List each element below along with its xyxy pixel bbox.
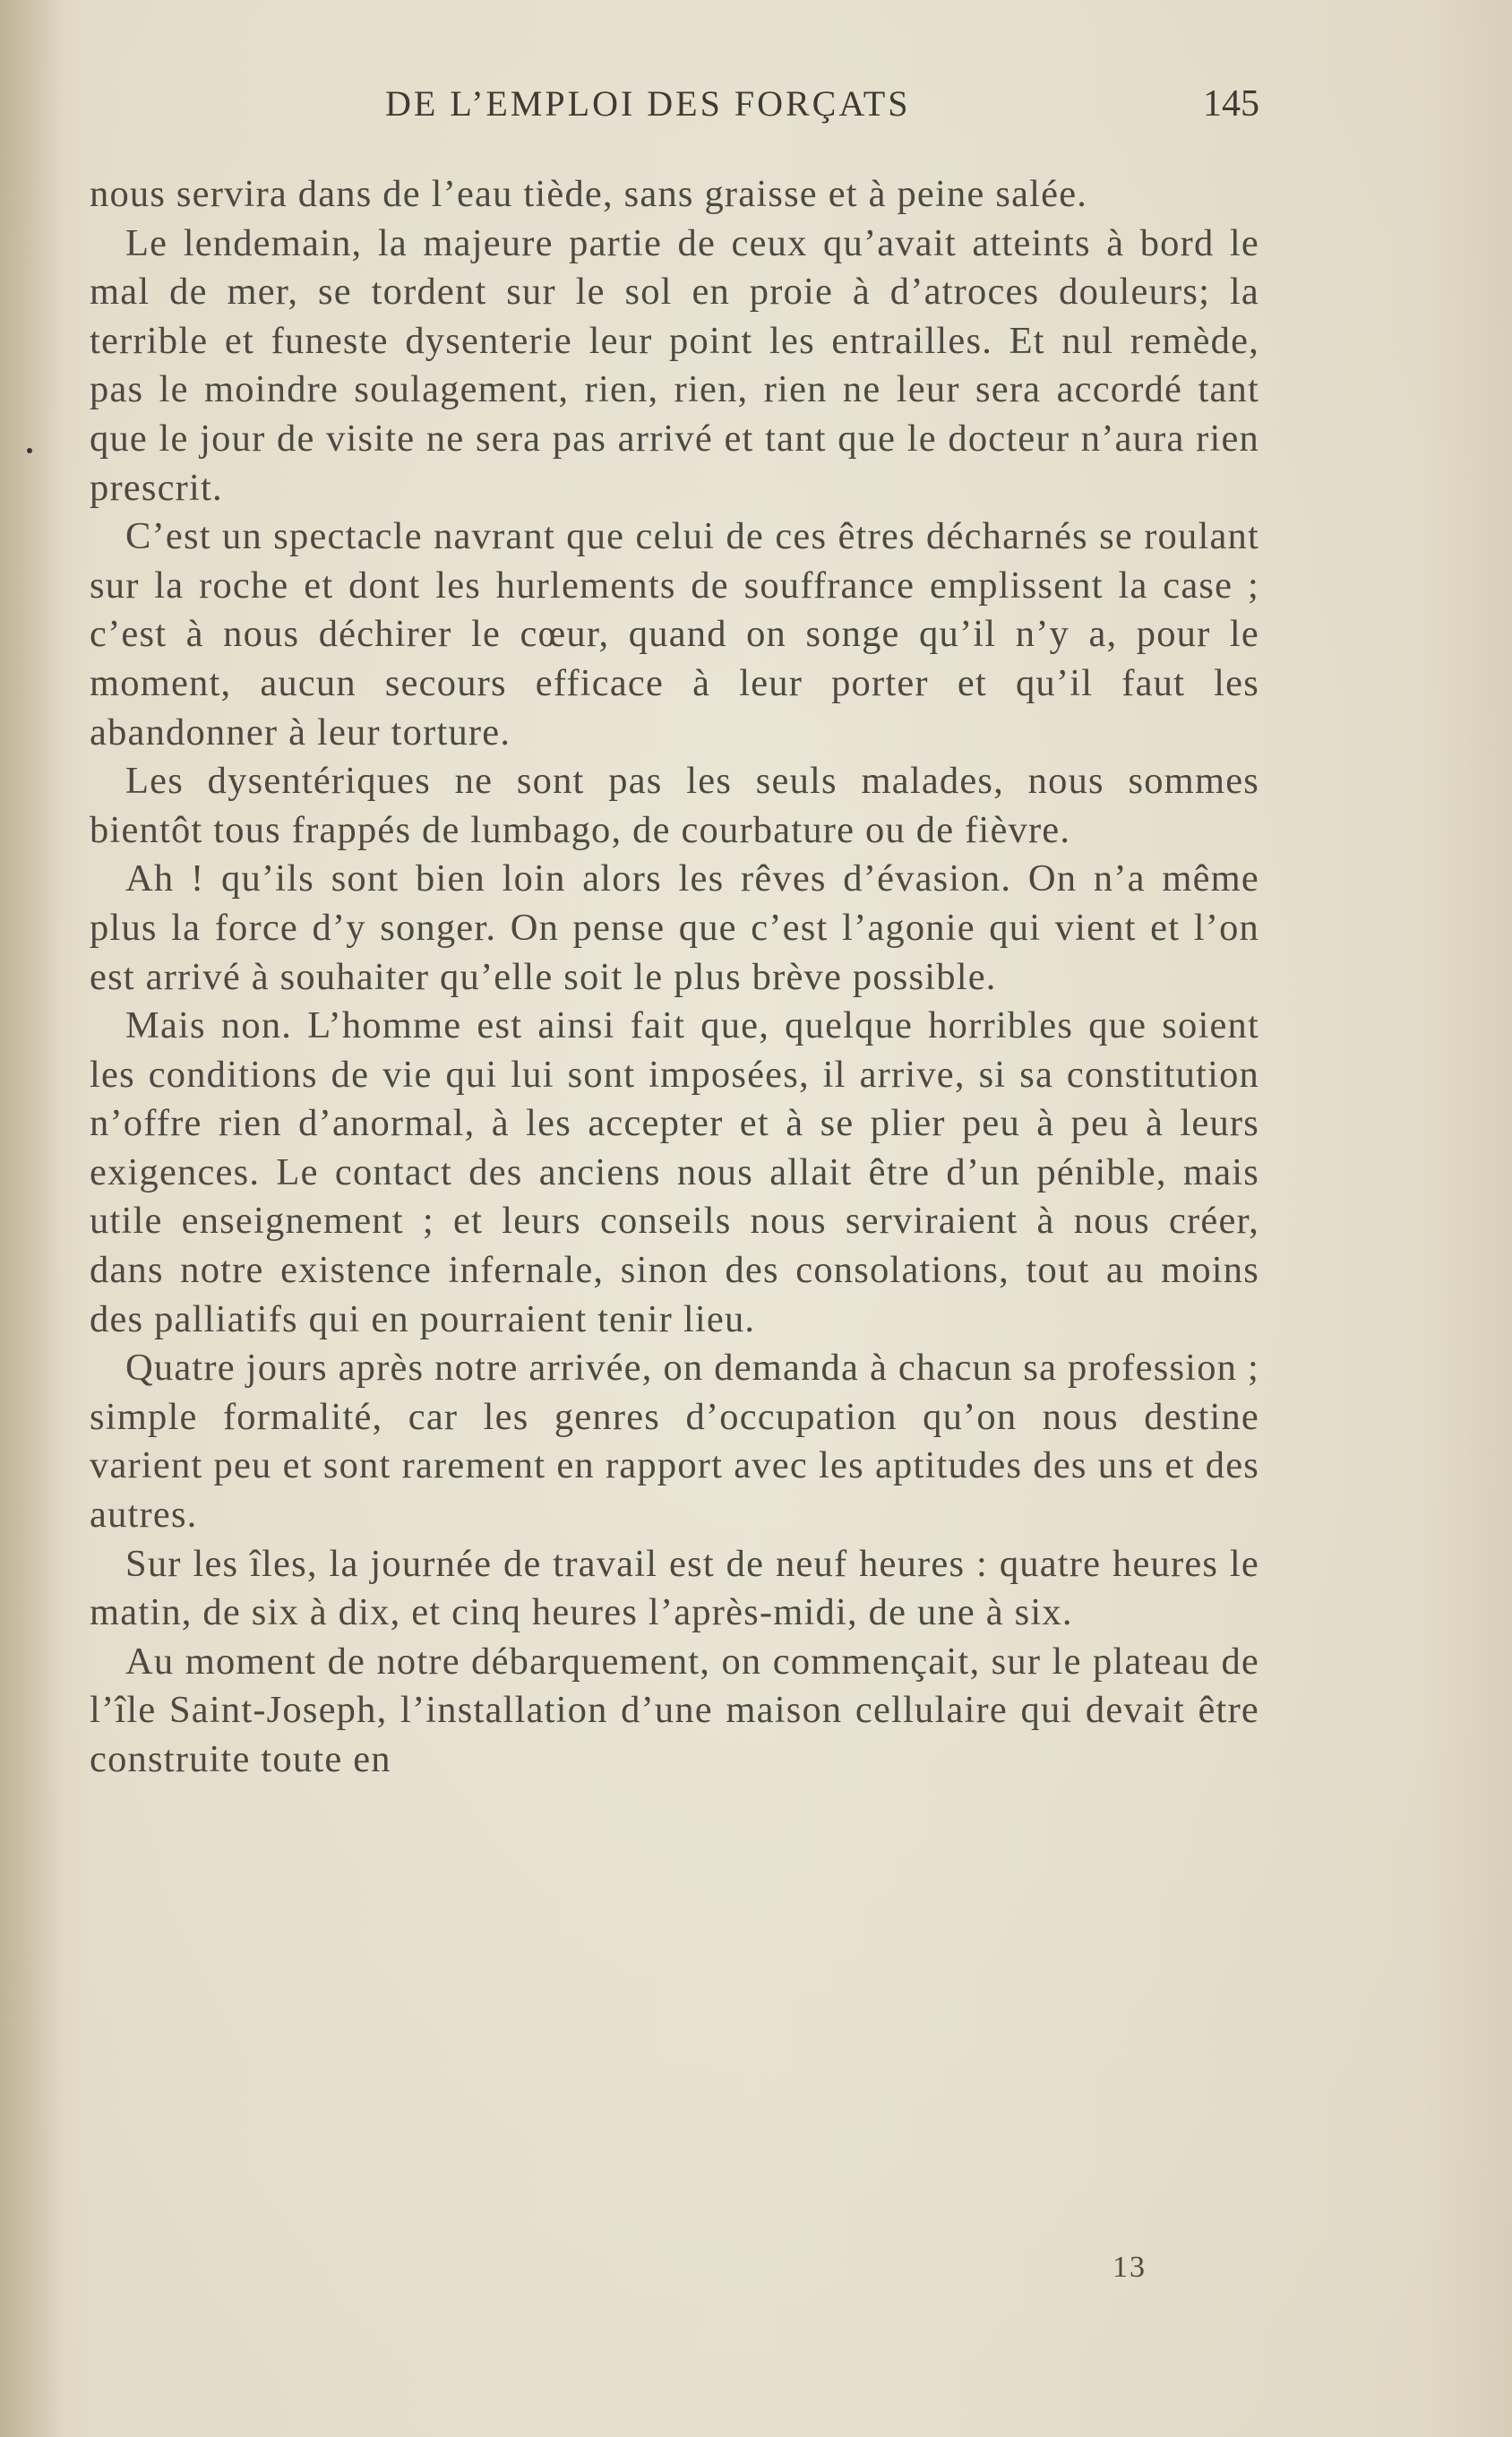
signature-mark: 13: [1113, 2251, 1147, 2284]
paragraph-6: Mais non. L’homme est ainsi fait que, quelque horribles que soient les conditions de vie qui lui sont imposées, il arrive, si sa constitution n’offre rien d’anormal, à les accepter et à se plier peu à peu à leurs exigences. Le contact des anciens nous allait être d’un pénible, mais utile enseignement ; et leurs conseils nous serviraient à nous créer, dans notre existence infernale, sinon des consolations, tout au moins des palliatifs qui en pourraient tenir lieu.: [90, 1004, 1259, 1340]
paragraph-1: nous servira dans de l’eau tiède, sans graisse et à peine salée.: [90, 173, 1088, 215]
running-head: DE L’EMPLOI DES FORÇATS: [385, 83, 911, 124]
page-header: [90, 82, 1259, 127]
binding-shadow: [0, 0, 63, 2437]
paragraph-4: Les dysentériques ne sont pas les seuls malades, nous sommes bientôt tous frappés de lumbago, de courbature ou de fièvre.: [90, 760, 1259, 851]
body-text: [90, 170, 1259, 1785]
paragraph-8: Sur les îles, la journée de travail est de neuf heures : quatre heures le matin, de six à dix, et cinq heures l’après-midi, de une à six.: [90, 1542, 1259, 1634]
paragraph-7: Quatre jours après notre arrivée, on demanda à chacun sa profession ; simple formalité, car les genres d’occupation qu’on nous destine varient peu et sont rarement en rapport avec les aptitudes des uns et des autres.: [90, 1347, 1259, 1537]
paragraph-2: Le lendemain, la majeure partie de ceux qu’avait atteints à bord le mal de mer, se tordent sur le sol en proie à d’atroces douleurs; la terrible et funeste dysenterie leur point les entrailles. Et nul remède, pas le moindre soulagement, rien, rien, rien ne leur sera accordé tant que le jour de visite ne sera pas arrivé et tant que le docteur n’aura rien prescrit.: [90, 221, 1259, 509]
ink-speck: [27, 448, 32, 453]
paragraph-3: C’est un spectacle navrant que celui de ces êtres décharnés se roulant sur la roche et dont les hurlements de souffrance emplissent la case ; c’est à nous déchirer le cœur, quand on songe qu’il n’y a, pour le moment, aucun secours efficace à leur porter et qu’il faut les abandonner à leur torture.: [90, 515, 1259, 753]
paragraph-5: Ah ! qu’ils sont bien loin alors les rêves d’évasion. On n’a même plus la force d’y songer. On pense que c’est l’agonie qui vient et l’on est arrivé à souhaiter qu’elle soit le plus brève possible.: [90, 857, 1259, 998]
paragraph-9: Au moment de notre débarquement, on commençait, sur le plateau de l’île Saint-Joseph, l’installation d’une maison cellulaire qui devait être construite toute en: [90, 1640, 1259, 1780]
page-number: 145: [1203, 83, 1259, 125]
